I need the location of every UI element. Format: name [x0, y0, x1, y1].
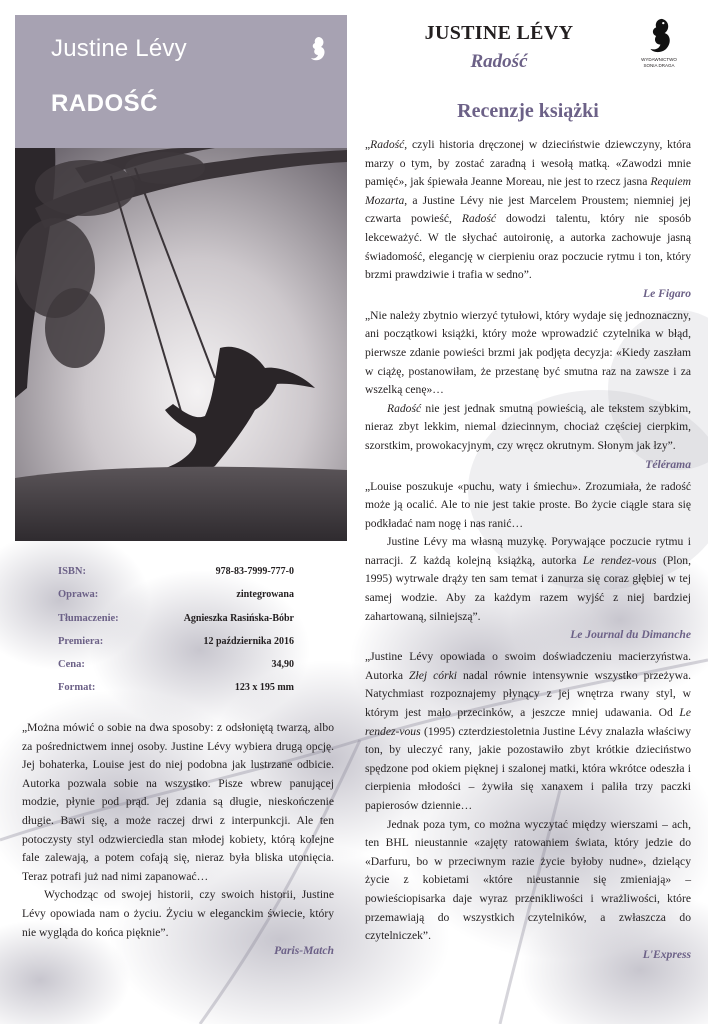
review-text: dowodzi talentu, który nie sposób lekceważyć. W tle słychać autoironię, a autorka zachowuje jasną świadomość, elegancję w cierpieniu oraz poczucie rytmu i ton, który brzmi prawdziwie i trafia w sedno”. [365, 212, 691, 282]
meta-key: Premiera: [58, 635, 104, 647]
cover-title: RADOŚĆ [51, 90, 159, 117]
publisher-logo-text-2: SONIA DRAGA [643, 63, 675, 68]
review-paragraph [365, 136, 691, 285]
review-paris-match [22, 719, 334, 960]
review-text: , a Justine Lévy nie jest Marcelem Proustem; niemniej jej czwarta powieść, [365, 193, 691, 226]
meta-value: 34,90 [271, 659, 294, 671]
squirrel-icon [644, 16, 674, 56]
review-telerama [365, 307, 691, 474]
review-text-italic: Radość [370, 138, 405, 151]
review-l-express [365, 648, 691, 964]
review-paragraph [365, 816, 691, 946]
review-paragraph [365, 648, 691, 815]
review-text: „Justine Lévy opowiada o swoim doświadczeniu macierzyństwa. Autorka [365, 650, 691, 682]
cover-swing-photo [15, 148, 347, 541]
meta-key: Tłumaczenie: [58, 612, 119, 624]
meta-key: Format: [58, 682, 96, 694]
meta-value: Agnieszka Rasińska-Bóbr [183, 612, 294, 624]
review-paragraph: „Można mówić o sobie na dwa sposoby: z odsłoniętą twarzą, albo za pośrednictwem innej osoby. Justine Lévy wybiera drugą opcję. Jej bohaterka, Louise jest do niej podobna jak lustrzane odbicie. Autorka pozwala sobie na wszystko. Pisze wbrew panującej modzie, płynie pod prąd. Jej zdania są długie, nieskończenie długie. Bawi się, a może raczej drwi z interpunkcji. Ale ten potoczysty styl odzwierciedla stan młodej kobiety, którą kolejne fale zalewają, a potem cofają się, nieraz była bliska utonięcia. Teraz potrafi już nad nimi zapanować… [22, 721, 334, 883]
right-column [365, 0, 691, 1024]
meta-row-premiere [58, 636, 294, 659]
meta-key: Oprawa: [58, 589, 99, 601]
review-journal-du-dimanche [365, 478, 691, 645]
meta-value: zintegrowana [236, 589, 294, 601]
review-paragraph [22, 886, 334, 942]
review-source: Télérama [645, 457, 691, 471]
review-source: Paris-Match [274, 944, 334, 958]
meta-row-format [58, 682, 294, 705]
cover-author: Justine Lévy [51, 35, 187, 62]
review-text: (Plon, 1995) wytrwale drąży ten sam temat i zanurza się coraz głębiej w tej samej wodzie. Aby za każdym razem wyjść z niej bardziej zahartowaną, silniejszą”. [365, 553, 691, 623]
review-text: (1995) czterdziestoletnia Justine Lévy znalazła właściwy ton, by uleczyć rany, jakie pozostawiło zbyt krótkie dzieciństwo spędzone pod okiem pięknej i szalonej matki, która wkrótce odeszła i cierpienia młodości – żywiła się xanaxem i paliła trzy paczki papierosów dziennie… [365, 724, 691, 812]
meta-row-translation [58, 613, 294, 636]
publisher-squirrel-icon [307, 35, 327, 63]
review-text: Justine Lévy ma własną muzykę. Porywające poczucie rytmu i narracji. Z każdą kolejną książką, autorka [365, 535, 691, 567]
review-paragraph: „Louise poszukuje «puchu, waty i śmiechu». Zrozumiała, że radość może ją ocalić. Ale to nie jest takie proste. Bo życie ciągle stara się podkładać nam nogę i nas ranić… [365, 479, 691, 530]
review-text: , czyli historia dręczonej w dzieciństwie dziewczyny, która marzy o tym, by zostać zaradną i wesołą matką. «Zawodzi mnie pamięć», jak śpiewała Jeanne Moreau, nie jest to rzecz jasna [365, 138, 691, 189]
review-text: Jednak poza tym, co można wyczytać między wierszami – ach, ten BHL nieustannie «zajęty ratowaniem świata, który jedzie do «Darfuru, bo w przeciwnym razie życie byłoby nudne», dzielący życie z kobietami «które nieustannie się zmieniają» – powieściopisarka daje wyraz przenikliwości i wrażliwości, które przemawiają do wszystkich czytelników, a zwłaszcza do czytelniczek”. [365, 817, 691, 943]
review-source: Le Figaro [643, 286, 691, 300]
meta-key: Cena: [58, 659, 85, 671]
meta-row-isbn [58, 566, 294, 589]
review-text-italic: Radość [461, 212, 496, 226]
reviews-list [365, 136, 691, 968]
review-source: L'Express [642, 947, 691, 961]
review-text-italic: Requiem Mozarta [365, 175, 691, 207]
review-text: nie jest jednak smutną powieścią, ale tekstem szybkim, nieraz zbyt lekkim, niemal dziecinnym, chociaż częściej cierpkim, szorstkim, prowokacyjnym, czy wręcz okrutnym. Słonym jak łzy”. [365, 401, 691, 452]
review-source: Le Journal du Dimanche [570, 628, 691, 642]
meta-key: ISBN: [58, 566, 87, 577]
review-paragraph [365, 533, 691, 626]
publisher-logo-text-1: WYDAWNICTWO [641, 57, 677, 62]
review-text: „ [365, 138, 371, 151]
meta-value: 123 x 195 mm [234, 682, 294, 694]
meta-row-binding [58, 589, 294, 612]
meta-value: 978-83-7999-777-0 [215, 566, 294, 577]
review-text: nadal równie intensywnie wszystko przeżywa. Natychmiast rozpoznajemy płynący z jej wnętrza rwany styl, w którym jest mało przecinków, a jeszcze mniej udawania. Od [365, 668, 691, 720]
book-metadata [58, 566, 294, 706]
header-author: JUSTINE LÉVY [424, 22, 574, 44]
meta-value: 12 października 2016 [203, 635, 294, 647]
book-cover [15, 15, 347, 541]
review-text-italic: Le rendez-vous [582, 553, 657, 567]
review-paragraph [365, 400, 691, 456]
review-le-figaro [365, 136, 691, 303]
review-text-italic: Radość [387, 401, 422, 415]
header-title: Radość [470, 51, 528, 72]
section-title: Recenzje książki [457, 100, 599, 122]
meta-row-price [58, 659, 294, 682]
review-text-italic: Złej córki [409, 668, 457, 682]
review-text: Wychodząc od swojej historii, czy swoich historii, Justine Lévy opowiada nam o życiu. Życiu w eleganckim świecie, który nie wygląda do końca pięknie”. [22, 888, 334, 939]
review-text-italic: Le rendez-vous [365, 706, 691, 738]
review-paragraph: „Nie należy zbytnio wierzyć tytułowi, który wydaje się jednoznaczny, ani początkowi książki, który może wprowadzić czytelnika w błąd, pierwsze zdanie powieści brzmi jak podjęta decyzja: «Kiedy zaszłam w ciążę, postanowiłam, że przestanę być smutna raz na zawsze i za wszelką cenę»… [365, 308, 691, 397]
publisher-logo [634, 16, 684, 76]
